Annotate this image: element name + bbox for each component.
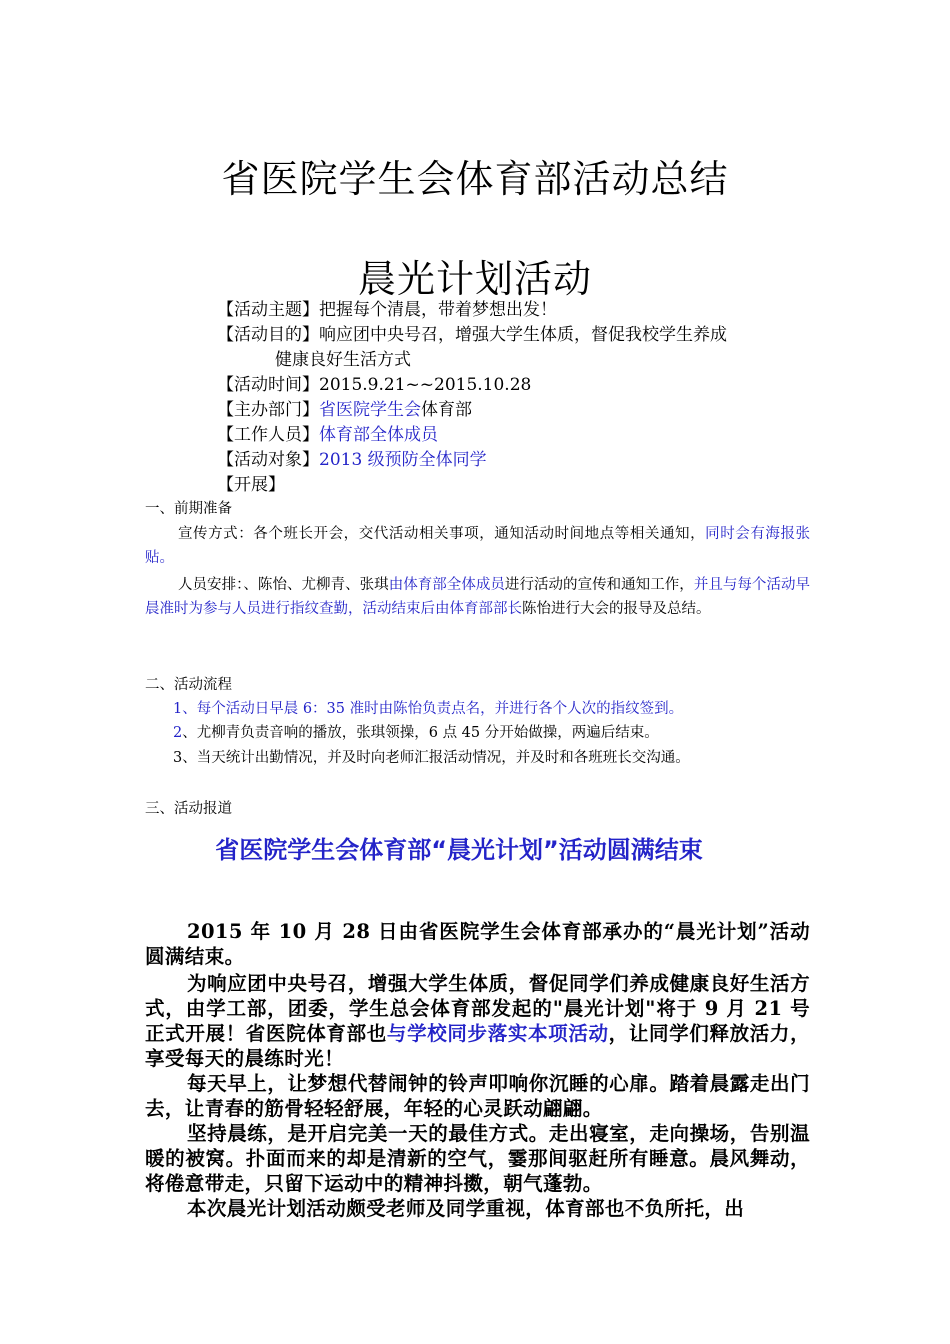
process-step-2 <box>173 721 659 745</box>
info-host <box>217 398 472 423</box>
staff-text-2: 进行活动的宣传和通知工作， <box>504 577 694 593</box>
report-paragraph-2-highlight: 与学校同步落实本项活动 <box>386 1022 609 1045</box>
info-host-value-blue: 省医院学生会 <box>319 400 421 420</box>
process-step-2-text: 、尤柳青负责音响的播放，张琪领操，6 点 45 分开始做操，两遍后结束。 <box>182 725 659 741</box>
process-step-1: 1、每个活动日早晨 6：35 准时由陈怡负责点名，并进行各个人次的指纹签到。 <box>173 701 684 717</box>
section-1-promo <box>145 522 810 570</box>
staff-text-3: 陈怡进行大会的报导及总结。 <box>522 601 711 617</box>
page-title: 省医院学生会体育部活动总结 <box>221 157 729 201</box>
staff-text-blue-1: 由体育部全体成员 <box>388 577 505 593</box>
info-staff-label: 【工作人员】 <box>217 425 319 445</box>
report-paragraph-2 <box>145 971 810 1071</box>
info-purpose-value: 响应团中央号召，增强大学生体质，督促我校学生养成 <box>319 325 727 345</box>
info-target <box>217 448 487 473</box>
promo-text-blue: 同时会有海报张贴。 <box>145 526 811 566</box>
info-theme-label: 【活动主题】 <box>217 300 319 320</box>
info-purpose <box>217 323 727 348</box>
info-theme <box>217 298 557 323</box>
info-target-value: 2013 级预防全体同学 <box>319 450 487 470</box>
report-paragraph-2-end: ，让同学们释放活力，享受每天的晨练时光！ <box>145 1022 810 1070</box>
section-3-heading: 三、活动报道 <box>145 801 232 817</box>
report-paragraph-2-text: 为响应团中央号召，增强大学生体质，督促同学们养成健康良好生活方式，由学工部，团委，学生总会体育部发起的"晨光计划"将于 9 月 21 号正式开展！省医院体育部也 <box>145 972 810 1045</box>
staff-text-1: 人员安排：、陈怡、尤柳青、张琪 <box>178 577 389 593</box>
info-purpose-continued: 健康良好生活方式 <box>275 350 411 370</box>
info-host-value: 体育部 <box>421 400 472 420</box>
info-time <box>217 373 531 398</box>
report-paragraph-5: 本次晨光计划活动颇受老师及同学重视，体育部也不负所托，出 <box>187 1197 745 1220</box>
info-purpose-label: 【活动目的】 <box>217 325 319 345</box>
section-2-heading: 二、活动流程 <box>145 677 232 693</box>
promo-text: 宣传方式：各个班长开会，交代活动相关事项，通知活动时间地点等相关通知， <box>178 526 706 542</box>
info-time-value: 2015.9.21~~2015.10.28 <box>319 375 532 395</box>
report-paragraph-1: 2015 年 10 月 28 日由省医院学生会体育部承办的“晨光计划”活动圆满结束。 <box>145 920 810 968</box>
page-subtitle: 晨光计划活动 <box>357 257 592 301</box>
info-develop-label: 【开展】 <box>217 475 285 495</box>
section-1-staff <box>145 573 810 621</box>
info-staff-value: 体育部全体成员 <box>319 425 438 445</box>
process-step-3: 3、当天统计出勤情况，并及时向老师汇报活动情况，并及时和各班班长交沟通。 <box>173 750 690 766</box>
info-host-label: 【主办部门】 <box>217 400 319 420</box>
process-step-2-number: 2 <box>173 725 183 741</box>
info-staff <box>217 423 438 448</box>
report-paragraph-4: 坚持晨练，是开启完美一天的最佳方式。走出寝室，走向操场，告别温暖的被窝。扑面而来的却是清新的空气，霎那间驱赶所有睡意。晨风舞动，将倦意带走，只留下运动中的精神抖擞，朝气蓬勃。 <box>145 1122 810 1195</box>
section-1-heading: 一、前期准备 <box>145 501 232 517</box>
report-paragraph-3: 每天早上，让梦想代替闹钟的铃声叩响你沉睡的心扉。踏着晨露走出门去，让青春的筋骨轻轻舒展，年轻的心灵跃动翩翩。 <box>145 1072 810 1120</box>
info-target-label: 【活动对象】 <box>217 450 319 470</box>
staff-text-blue-2: 并且与每个活动早晨准时为参与人员进行指纹查勤，活动结束后由体育部部长 <box>145 577 811 617</box>
report-title: 省医院学生会体育部“晨光计划”活动圆满结束 <box>215 836 703 864</box>
info-theme-value: 把握每个清晨，带着梦想出发！ <box>319 300 557 320</box>
info-time-label: 【活动时间】 <box>217 375 319 395</box>
